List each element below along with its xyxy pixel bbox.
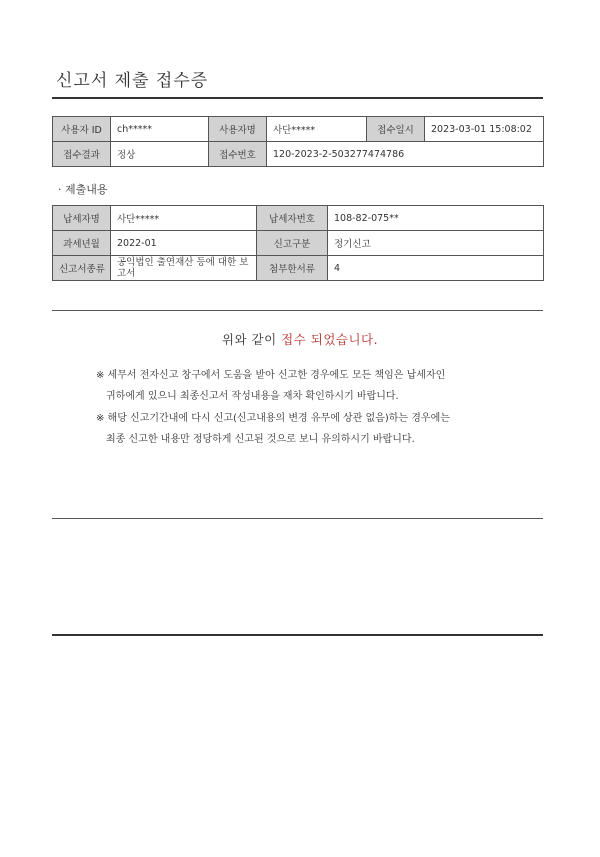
report-type-label: 신고서종류 xyxy=(53,256,111,281)
receipt-datetime-value: 2023-03-01 15:08:02 xyxy=(425,117,544,142)
notes-divider xyxy=(52,518,543,519)
table-row xyxy=(53,256,544,281)
footer-divider xyxy=(52,634,543,636)
table-row xyxy=(53,206,544,231)
notice-prefix: 위와 같이 xyxy=(221,332,282,347)
table-row xyxy=(53,142,544,167)
notice-highlight: 접수 되었습니다. xyxy=(281,332,379,347)
tax-period-label: 과세년월 xyxy=(53,231,111,256)
receipt-number-value: 120-2023-2-503277474786 xyxy=(267,142,544,167)
receipt-datetime-label: 접수일시 xyxy=(367,117,425,142)
filing-type-label: 신고구분 xyxy=(257,231,328,256)
user-id-value: ch***** xyxy=(111,117,209,142)
receipt-result-label: 접수결과 xyxy=(53,142,111,167)
caution-note-1-line2: 귀하에게 있으니 최종신고서 작성내용을 재차 확인하시기 바랍니다. xyxy=(106,391,399,402)
filing-type-value: 정기신고 xyxy=(328,231,544,256)
taxpayer-number-label: 납세자번호 xyxy=(257,206,328,231)
submission-table xyxy=(52,205,544,281)
title-divider xyxy=(52,97,543,99)
table-row xyxy=(53,117,544,142)
page-title: 신고서 제출 접수증 xyxy=(56,71,209,91)
caution-note-2 xyxy=(96,412,450,447)
tax-period-value: 2022-01 xyxy=(111,231,257,256)
submission-divider xyxy=(52,310,543,311)
report-type-value: 공익법인 출연재산 등에 대한 보고서 xyxy=(111,256,257,281)
receipt-number-label: 접수번호 xyxy=(209,142,267,167)
caution-note-1 xyxy=(96,369,445,404)
receipt-result-value: 정상 xyxy=(111,142,209,167)
user-name-label: 사용자명 xyxy=(209,117,267,142)
attachments-value: 4 xyxy=(328,256,544,281)
attachments-label: 첨부한서류 xyxy=(257,256,328,281)
caution-note-2-line1: ※ 해당 신고기간내에 다시 신고(신고내용의 변경 유무에 상관 없음)하는 경우에는 xyxy=(96,413,450,424)
section-title: · 제출내용 xyxy=(58,183,108,196)
receipt-info-table xyxy=(52,116,544,167)
caution-note-2-line2: 최종 신고한 내용만 정당하게 신고된 것으로 보니 유의하시기 바랍니다. xyxy=(106,434,415,445)
user-name-value: 사단***** xyxy=(267,117,367,142)
taxpayer-name-label: 납세자명 xyxy=(53,206,111,231)
taxpayer-name-value: 사단***** xyxy=(111,206,257,231)
user-id-label: 사용자 ID xyxy=(53,117,111,142)
receipt-notice xyxy=(0,330,600,348)
table-row xyxy=(53,231,544,256)
taxpayer-number-value: 108-82-075** xyxy=(328,206,544,231)
caution-note-1-line1: ※ 세무서 전자신고 창구에서 도움을 받아 신고한 경우에도 모든 책임은 납세자인 xyxy=(96,370,446,381)
